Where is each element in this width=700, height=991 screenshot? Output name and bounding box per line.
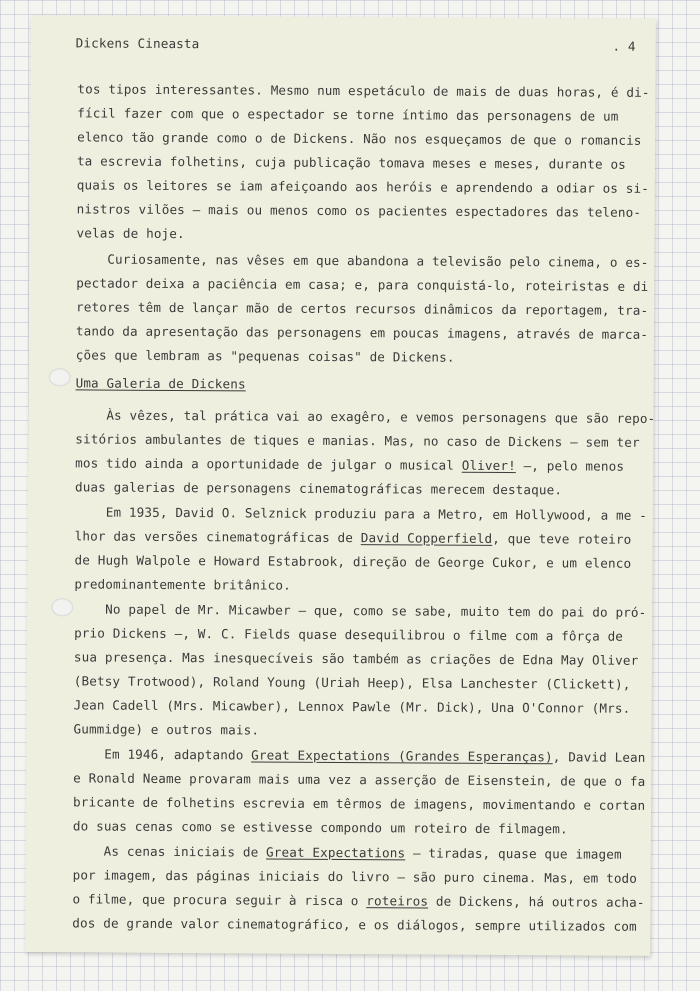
text-line: elenco tão grande como o de Dickens. Não nos esqueçamos de que o romancis: [77, 129, 642, 148]
text-line: sua presença. Mas inesquecíveis são também as criações de Edna May Oliver: [73, 649, 639, 668]
text-line: sitórios ambulantes de tiques e manias. Mas, no caso de Dickens — sem ter: [75, 431, 640, 450]
text-span: — tiradas, quase que imagem: [405, 845, 622, 862]
text-line: [73, 843, 622, 861]
text-line: dos de grande valor cinematográfico, e os diálogos, sempre utilizados com: [72, 915, 637, 934]
text-line: Curiosamente, nas vêses em que abandona a televisão pelo cinema, o es-: [76, 251, 649, 270]
text-line: bricante de folhetins escrevia em têrmos de imagens, movimentando e cortan: [73, 794, 646, 813]
text-line: [75, 455, 624, 473]
punch-hole-bottom: [51, 598, 73, 616]
text-line: do suas cenas como se estivesse compondo um roteiro de filmagem.: [72, 818, 568, 837]
section-heading: Uma Galeria de Dickens: [75, 375, 246, 392]
text-span: As cenas iniciais de: [72, 843, 267, 860]
text-line: retores têm de lançar mão de certos recursos dinâmicos da reportagem, tra-: [76, 299, 649, 318]
film-title-great-expectations: Great Expectations (Grandes Esperanças): [251, 747, 553, 765]
text-line: tos tipos interessantes. Mesmo num espetáculo de mais de duas horas, é di-: [77, 81, 650, 100]
running-header-title: Dickens Cineasta: [75, 35, 200, 52]
film-title-oliver: Oliver!: [461, 457, 516, 474]
text-line: [75, 528, 632, 546]
text-span: de Dickens, há outros acha-: [428, 893, 645, 910]
text-line: predominantemente britânico.: [74, 576, 291, 593]
text-line: pectador deixa a paciência em casa; e, para conquistá-lo, roteiristas e di: [76, 275, 649, 294]
text-span: , que teve roteiro: [492, 530, 632, 547]
text-line: por imagem, das páginas iniciais do livro — são puro cinema. Mas, em todo: [72, 867, 638, 886]
text-line: nistros vilões — mais ou menos como os pacientes espectadores das teleno-: [76, 201, 642, 220]
text-line: quais os leitores se iam afeiçoando aos heróis e aprendendo a odiar os si-: [76, 177, 650, 196]
text-line: [73, 746, 645, 764]
text-line: Às vêzes, tal prática vai ao exagêro, e vemos personagens que são repo-: [75, 407, 656, 426]
punch-hole-top: [49, 368, 71, 386]
text-span: mos tido ainda a oportunidade de julgar o musical: [75, 455, 462, 473]
film-title-copperfield: David Copperfield: [360, 530, 493, 546]
text-line: ções que lembram as "pequenas coisas" de Dickens.: [75, 347, 455, 365]
text-line: (Betsy Trotwood), Roland Young (Uriah Heep), Elsa Lanchester (Clickett),: [73, 673, 631, 692]
text-span: Em 1946, adaptando: [73, 746, 252, 763]
underlined-word-roteiros: roteiros: [366, 893, 429, 909]
text-line: prio Dickens —, W. C. Fields quase desequilibrou o filme com a fôrça de: [74, 625, 624, 644]
text-line: tando da apresentação das personagens em poucas imagens, através de marca-: [75, 323, 649, 342]
text-line: [72, 891, 644, 909]
text-line: Em 1935, David O. Selznick produziu para a Metro, em Hollywood, a me -: [74, 504, 648, 523]
text-line: fícil fazer com que o espectador se torne íntimo das personagens de um: [77, 105, 619, 124]
page-number: . 4: [612, 38, 636, 54]
text-line: No papel de Mr. Micawber — que, como se sabe, muito tem do pai do pró-: [74, 601, 647, 620]
text-line: Gummidge) e outros mais.: [73, 721, 260, 738]
text-line: velas de hoje.: [76, 225, 185, 242]
text-span: , David Lean: [552, 749, 646, 765]
text-line: Jean Cadell (Mrs. Micawber), Lennox Pawle (Mr. Dick), Una O'Connor (Mrs.: [73, 697, 631, 716]
text-span: o filme, que procura seguir à risca o: [72, 891, 367, 909]
text-line: ta escrevia folhetins, cuja publicação tomava meses e meses, durante os: [76, 153, 626, 172]
text-span: lhor das versões cinematográficas de: [74, 528, 361, 546]
text-line: de Hugh Walpole e Howard Estabrook, direção de George Cukor, e um elenco: [74, 552, 632, 571]
text-line: duas galerias de personagens cinematográficas merecem destaque.: [74, 479, 563, 498]
text-line: e Ronald Neame provaram mais uma vez a asserção de Eisenstein, de que o fa: [73, 770, 646, 789]
text-span: —, pelo menos: [515, 458, 625, 474]
typewritten-page: [25, 15, 656, 956]
film-title-great-expectations-short: Great Expectations: [266, 844, 406, 861]
